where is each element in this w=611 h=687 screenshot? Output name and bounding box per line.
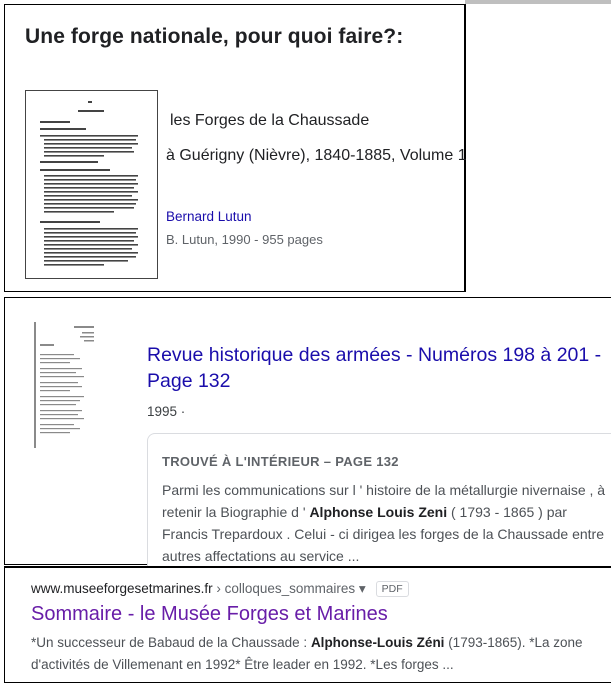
book-subtitle-line-1[interactable]: les Forges de la Chaussade	[170, 112, 370, 129]
web-result-title-link[interactable]: Sommaire - le Musée Forges et Marines	[31, 603, 388, 625]
result-domain: www.museeforgesetmarines.fr	[31, 581, 213, 596]
snippet-text-a: Parmi les communications sur l ' histoire de la métallurgie nivernaise , à retenir la Biographie d '	[162, 482, 606, 520]
web-result-snippet	[31, 632, 606, 676]
web-snippet-c: (1793-1865). *La zone d'activités de Villemenant en 1992* Être leader en 1992. *Les forges ...	[31, 635, 583, 672]
pdf-badge: PDF	[376, 581, 409, 597]
snippet-card-header: TROUVÉ À L'INTÉRIEUR – PAGE 132	[162, 454, 399, 469]
snippet-card-text	[162, 479, 611, 567]
book-cover-thumbnail[interactable]	[25, 90, 158, 279]
chevron-down-icon[interactable]: ▾	[358, 581, 366, 596]
periodical-year: 1995 ·	[147, 404, 186, 419]
periodical-cover-thumbnail[interactable]	[34, 320, 98, 450]
top-divider	[465, 0, 611, 4]
book-title[interactable]: Une forge nationale, pour quoi faire?:	[25, 25, 404, 48]
web-snippet-highlight: Alphonse-Louis Zéni	[310, 635, 445, 650]
snippet-text-c: ( 1793 - 1865 ) par Francis Trepardoux . Celui - ci dirigea les forges de la Chaussade entre autres affectations au service ...	[162, 504, 604, 564]
book-author-link[interactable]: Bernard Lutun	[166, 209, 252, 224]
book-page-image	[26, 91, 157, 278]
book-meta: B. Lutun, 1990 - 955 pages	[166, 232, 323, 247]
result-url-breadcrumb[interactable]	[31, 581, 409, 597]
snippet-text-highlight: Alphonse Louis Zeni	[309, 504, 448, 520]
result-path: › colloques_sommaires	[212, 581, 359, 596]
book-subtitle-line-2[interactable]: à Guérigny (Nièvre), 1840-1885, Volume 1	[166, 147, 467, 164]
periodical-title-link[interactable]: Revue historique des armées - Numéros 198 à 201 - Page 132	[147, 344, 602, 392]
web-snippet-a: *Un successeur de Babaud de la Chaussade :	[31, 635, 311, 650]
periodical-page-image	[34, 320, 98, 450]
